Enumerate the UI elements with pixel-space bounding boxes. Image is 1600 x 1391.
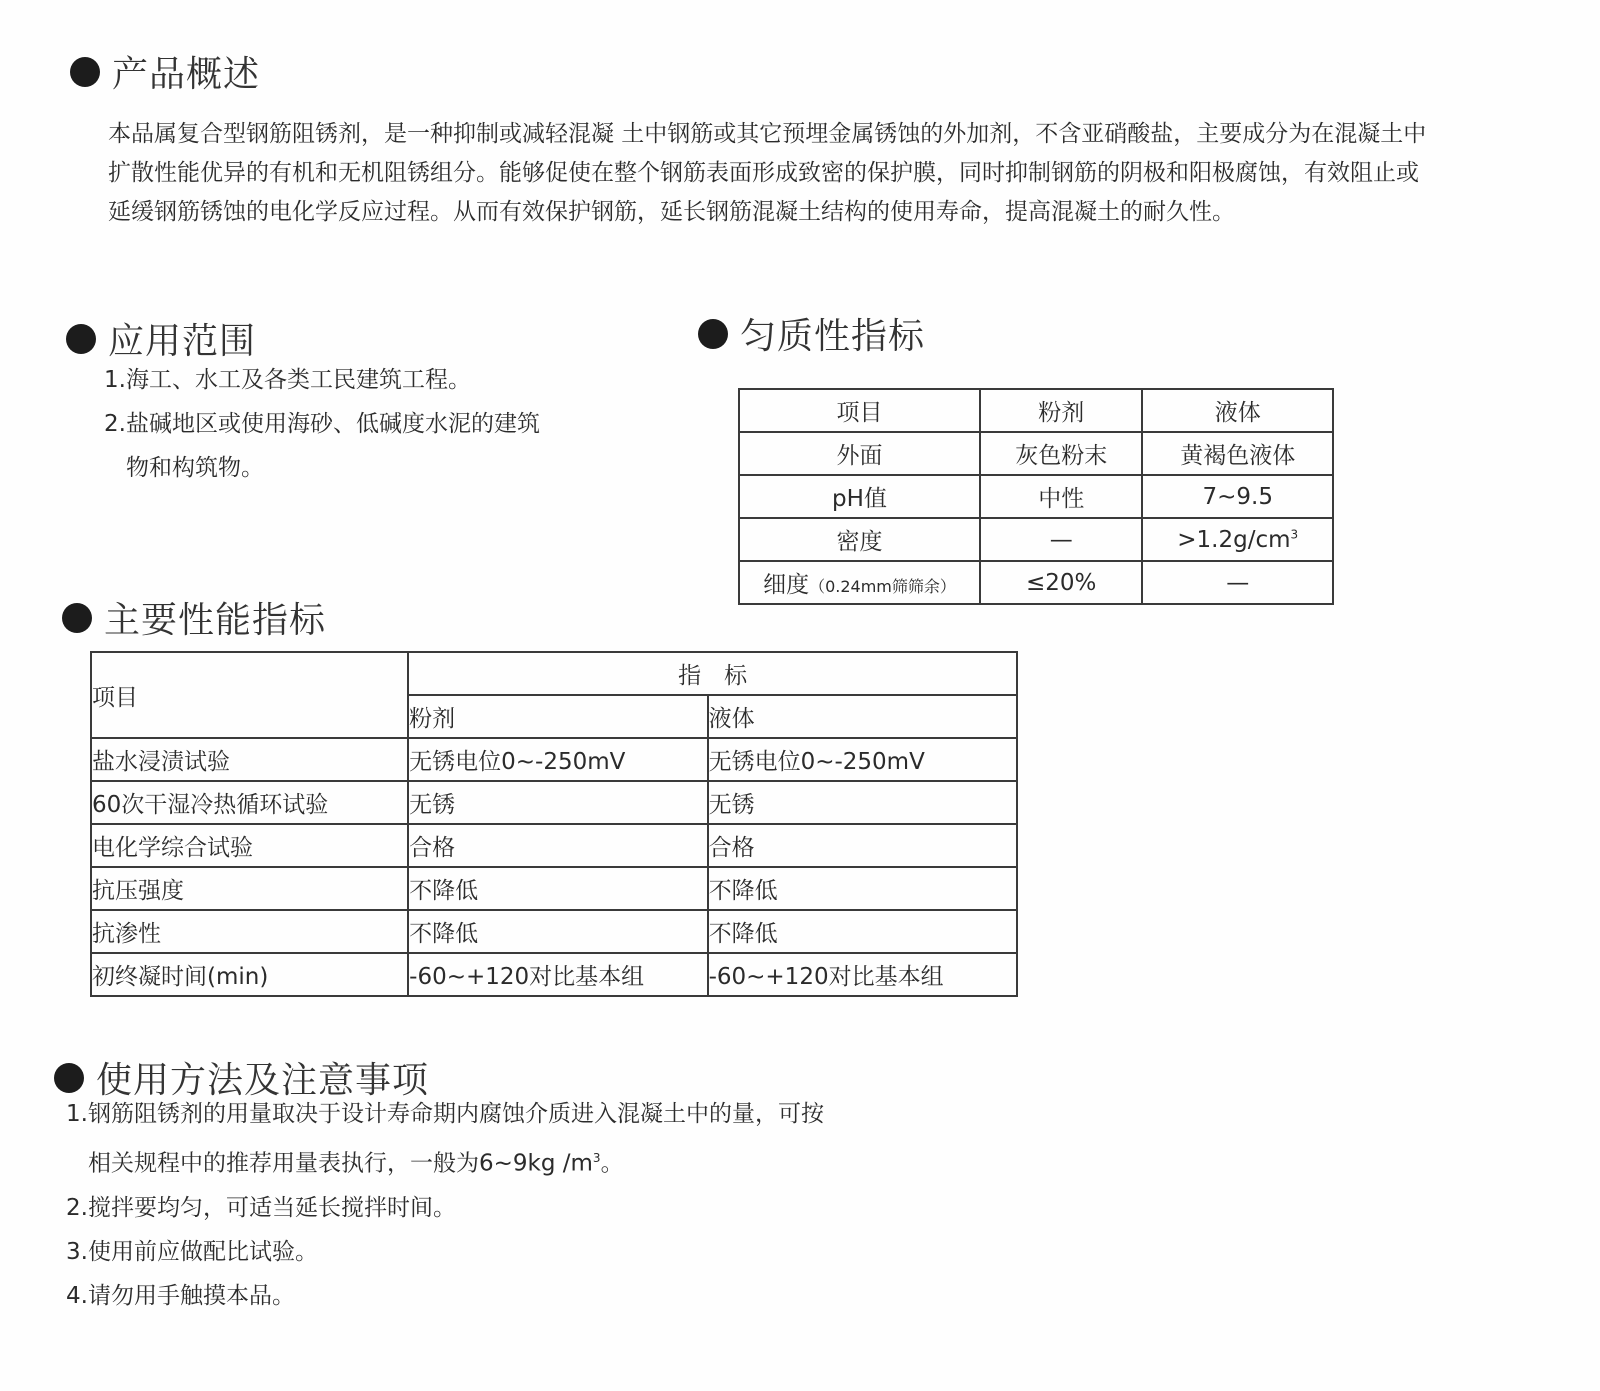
bullet-icon (54, 1063, 84, 1093)
powder-cell: 无锈 (408, 781, 707, 824)
list-item: 4.请勿用手触摸本品。 (66, 1282, 295, 1309)
header-cell: 项目 (91, 652, 408, 738)
header-cell: 项目 (739, 389, 980, 432)
table-header-row (91, 652, 1017, 695)
powder-cell: 灰色粉末 (980, 432, 1142, 475)
list-item (66, 1136, 824, 1186)
uniformity-heading (698, 308, 925, 359)
uniformity-table (738, 388, 1334, 605)
list-item: 1.钢筋阻锈剂的用量取决于设计寿命期内腐蚀介质进入混凝土中的量，可按 (66, 1101, 824, 1127)
table-row (91, 867, 1017, 910)
item-cell: 抗压强度 (91, 867, 408, 910)
performance-title: 主要性能指标 (104, 600, 327, 641)
fineness-label: 细度 (763, 572, 810, 598)
list-item: 2.搅拌要均匀，可适当延长搅拌时间。 (66, 1194, 456, 1221)
list-item: 物和构筑物。 (126, 455, 264, 481)
density-superscript: 3 (1290, 526, 1299, 541)
fineness-note: （0.24mm筛筛余） (809, 577, 956, 596)
usage-list (66, 1092, 824, 1318)
header-cell: 粉剂 (408, 695, 707, 738)
liquid-cell: 黄褐色液体 (1142, 432, 1333, 475)
bullet-icon (70, 57, 100, 87)
dosage-end: 。 (600, 1150, 624, 1177)
scope-list (104, 358, 540, 490)
powder-cell: ≤20% (980, 561, 1142, 604)
item-cell (739, 561, 980, 604)
density-value: >1.2g/cm (1177, 526, 1291, 553)
item-cell: 抗渗性 (91, 910, 408, 953)
overview-title: 产品概述 (112, 54, 261, 95)
powder-cell: -60~+120对比基本组 (408, 953, 707, 996)
liquid-cell: — (1142, 561, 1333, 604)
item-cell: pH值 (739, 475, 980, 518)
liquid-cell: 无锈 (708, 781, 1017, 824)
bullet-icon (66, 324, 96, 354)
liquid-cell: 7~9.5 (1142, 475, 1333, 518)
powder-cell: 无锈电位0~-250mV (408, 738, 707, 781)
performance-heading (62, 592, 326, 643)
powder-cell: 合格 (408, 824, 707, 867)
item-cell: 电化学综合试验 (91, 824, 408, 867)
scope-title: 应用范围 (108, 321, 257, 362)
list-item: 2.盐碱地区或使用海砂、低碱度水泥的建筑 (104, 411, 540, 437)
item-cell: 盐水浸渍试验 (91, 738, 408, 781)
table-row (739, 432, 1333, 475)
dosage-superscript: 3 (592, 1151, 601, 1165)
uniformity-title: 匀质性指标 (740, 316, 926, 357)
item-cell: 密度 (739, 518, 980, 561)
table-row (739, 475, 1333, 518)
item-cell: 外面 (739, 432, 980, 475)
usage-title: 使用方法及注意事项 (96, 1060, 430, 1101)
header-cell: 粉剂 (980, 389, 1142, 432)
overview-paragraph: 本品属复合型钢筋阻锈剂，是一种抑制或减轻混凝 土中钢筋或其它预埋金属锈蚀的外加剂，不含亚硝酸盐，主要成分为在混凝土中扩散性能优异的有机和无机阻锈组分。能够促使在整个钢筋表面形成致密的保护膜，同时抑制钢筋的阴极和阳极腐蚀，有效阻止或延缓钢筋锈蚀的电化学反应过程。从而有效保护钢筋，延长钢筋混凝土结构的使用寿命，提高混凝土的耐久性。 (108, 121, 1427, 225)
dosage-text: 相关规程中的推荐用量表执行，一般为6~9kg /m (88, 1150, 593, 1177)
table-row (91, 824, 1017, 867)
table-row (91, 738, 1017, 781)
liquid-cell (1142, 518, 1333, 561)
powder-cell: 中性 (980, 475, 1142, 518)
powder-cell: — (980, 518, 1142, 561)
item-cell: 60次干湿冷热循环试验 (91, 781, 408, 824)
overview-heading (70, 46, 260, 97)
table-header-row (739, 389, 1333, 432)
table-row (739, 518, 1333, 561)
bullet-icon (62, 603, 92, 633)
header-cell: 指 标 (408, 652, 1017, 695)
powder-cell: 不降低 (408, 867, 707, 910)
table-row (91, 910, 1017, 953)
header-cell: 液体 (708, 695, 1017, 738)
bullet-icon (698, 319, 728, 349)
table-row (91, 781, 1017, 824)
liquid-cell: 不降低 (708, 910, 1017, 953)
list-item: 3.使用前应做配比试验。 (66, 1238, 318, 1265)
liquid-cell: 不降低 (708, 867, 1017, 910)
powder-cell: 不降低 (408, 910, 707, 953)
item-cell: 初终凝时间(min) (91, 953, 408, 996)
liquid-cell: -60~+120对比基本组 (708, 953, 1017, 996)
header-cell: 液体 (1142, 389, 1333, 432)
list-item: 1.海工、水工及各类工民建筑工程。 (104, 367, 471, 393)
table-row (91, 953, 1017, 996)
liquid-cell: 合格 (708, 824, 1017, 867)
scope-heading (66, 313, 256, 364)
table-row (739, 561, 1333, 604)
liquid-cell: 无锈电位0~-250mV (708, 738, 1017, 781)
performance-table (90, 651, 1018, 997)
